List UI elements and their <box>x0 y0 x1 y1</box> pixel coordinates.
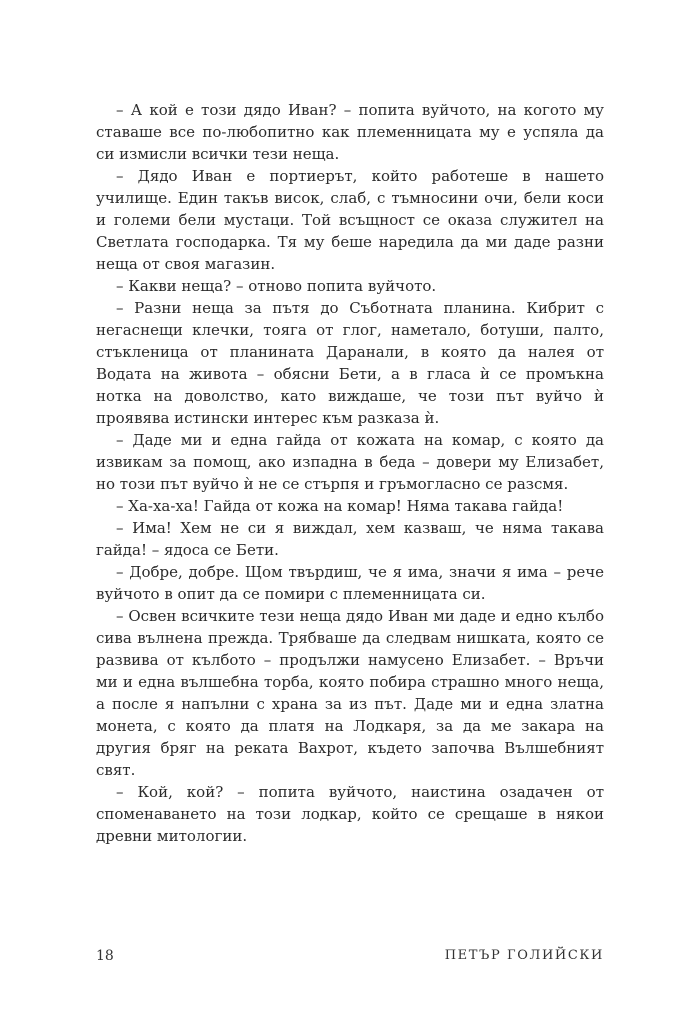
body-text <box>96 99 604 847</box>
paragraph: – Какви неща? – отново попита вуйчото. <box>116 277 437 295</box>
paragraph: – Освен всичките тези неща дядо Иван ми даде и едно кълбо сива вълнена прежда. Трябваше да следвам нишката, която се развива от кълбото – продължи намусено Елизабет. – Връчи ми и една вълшебна торба, която побира страшно много неща, а после я напълни с храна за из път. Даде ми и една златна монета, с която да платя на Лодкаря, за да ме закара на другия бряг на реката Вахрот, където започва Вълшебният свят. <box>96 607 604 779</box>
paragraph: – Кой, кой? – попита вуйчото, наистина озадачен от споменаването на този лодкар, който се срещаше в някои древни митологии. <box>96 783 604 845</box>
running-head-author: ПЕТЪР ГОЛИЙСКИ <box>444 948 604 963</box>
paragraph: – Ха-ха-ха! Гайда от кожа на комар! Няма такава гайда! <box>116 497 564 515</box>
paragraph: – Има! Хем не си я виждал, хем казваш, че няма такава гайда! – ядоса се Бети. <box>96 519 604 559</box>
paragraph: – Даде ми и една гайда от кожата на комар, с която да извикам за помощ, ако изпадна в беда – довери му Елизабет, но този път вуйчо ѝ не се стърпя и гръмогласно се разсмя. <box>96 431 604 493</box>
page-number: 18 <box>96 948 114 964</box>
paragraph: – Добре, добре. Щом твърдиш, че я има, значи я има – рече вуйчото в опит да се помири с племенницата си. <box>96 563 604 603</box>
paragraph: – Разни неща за пътя до Съботната планина. Кибрит с негаснещи клечки, тояга от глог, наметало, ботуши, палто, стъкленица от планината Даранали, в която да налея от Водата на живота – обясни Бети, а в гласа ѝ се промъкна нотка на доволство, като виждаше, че този път вуйчо ѝ проявява истински интерес към разказа ѝ. <box>96 299 604 427</box>
paragraph: – А кой е този дядо Иван? – попита вуйчото, на когото му ставаше все по-любопитно как племенницата му е успяла да си измисли всички тези неща. <box>96 101 604 163</box>
paragraph: – Дядо Иван е портиерът, който работеше в нашето училище. Един такъв висок, слаб, с тъмносини очи, бели коси и големи бели мустаци. Той всъщност се оказа служител на Светлата господарка. Тя му беше наредила да ми даде разни неща от своя магазин. <box>96 167 604 273</box>
